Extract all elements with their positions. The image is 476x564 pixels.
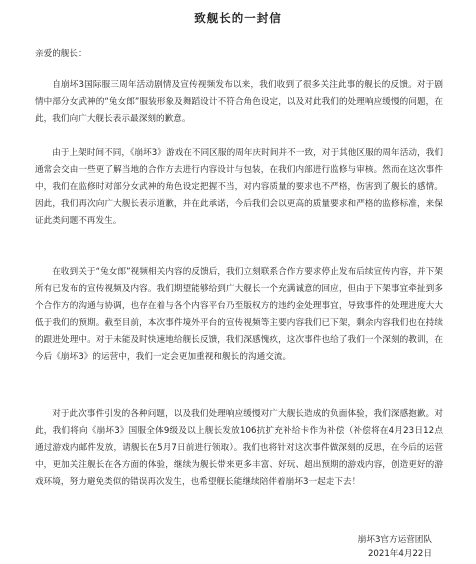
letter-title: 致舰长的一封信 xyxy=(194,11,282,25)
letter-paragraph-4: 对于此次事件引发的各种问题，以及我们处理响应缓慢对广大舰长造成的负面体验，我们深感抱歉。对此，我们将向《崩坏3》国服全体9级及以上舰长发放106抗扩充补给卡作为补偿（补偿将在4月23日12点通过游戏内邮件发放，请舰长在5月7日前进行领取）。我们也将针对这次事件做深刻的反思，在今后的运营中，更加关注舰长在各方面的体验，继续为舰长带来更多丰富、好玩、超出预期的游戏内容，创造更好的游戏环境，努力避免类似的错误再次发生，也希望舰长能继续陪伴着崩坏3一起走下去！ xyxy=(35,409,443,487)
letter-paragraph-1: 自崩坏3国际服三周年活动剧情及宣传视频发布以来，我们收到了很多关注此事的舰长的反馈。对于剧情中部分女武神的“兔女郎”服装形象及舞蹈设计不符合角色设定，以及对此我们的处理响应缓慢的问题，在此，我们向广大舰长表示最深刻的歉意。 xyxy=(35,80,443,124)
letter-signature: 崩坏3官方运营团队 xyxy=(357,535,432,545)
letter-greeting: 亲爱的舰长： xyxy=(35,49,87,59)
letter-date: 2021年4月22日 xyxy=(367,549,432,559)
letter-paragraph-3: 在收到关于“兔女郎”视频相关内容的反馈后，我们立刻联系合作方要求停止发布后续宣传内容，并下架所有已发布的宣传视频及内容。我们期望能够给到广大舰长一个充满诚意的回应，但由于下架事宜牵扯到多个合作方的沟通与协调，也存在着与各个内容平台乃至版权方的违约金处理事宜，导致事件的处理进度大大低于我们的预期。截至目前，本次事件境外平台的宣传视频等主要内容我们已下架，剩余内容我们也在持续的跟进处理中。对于未能及时快速地给舰长反馈，我们深感愧疚，这次事件也给了我们一个深刻的教训，在今后《崩坏3》的运营中，我们一定会更加重视和舰长的沟通交流。 xyxy=(35,267,443,362)
letter-paragraph-2: 由于上架时间不同，《崩坏3》游戏在不同区服的周年庆时间并不一致，对于其他区服的周年活动，我们通常会交由一些更了解当地的合作方去进行内容设计与包装，在我们内部进行监修与审核。然而在这次事件中，我们在监修时对部分女武神的角色设定把握不当，对内容质量的要求也不严格，伤害到了舰长的感情。因此，我们再次向广大舰长表示道歉，并在此承诺，今后我们会以更高的质量要求和严格的监修标准，来保证此类问题不再发生。 xyxy=(35,148,443,226)
